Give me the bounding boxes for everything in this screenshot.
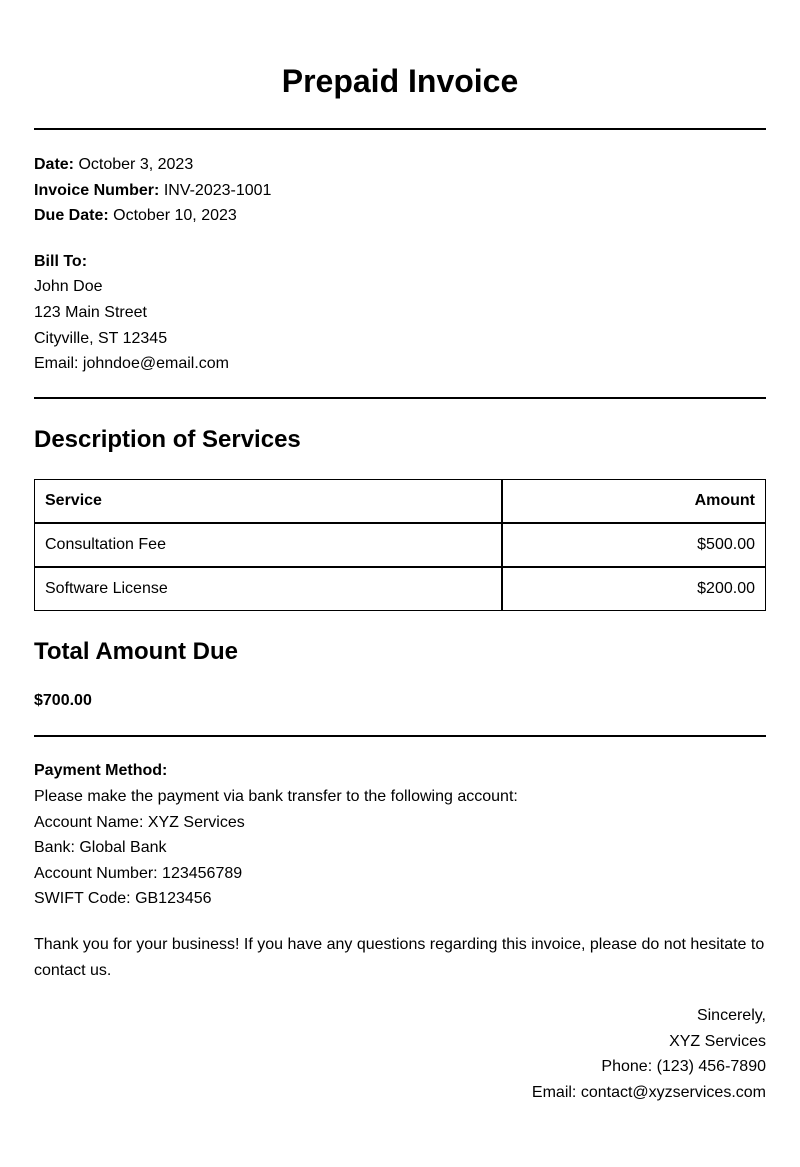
service-cell: Software License <box>35 567 503 611</box>
invoice-meta <box>34 152 766 229</box>
date-value: October 3, 2023 <box>78 156 194 173</box>
divider <box>34 397 766 399</box>
page-title: Prepaid Invoice <box>281 63 519 99</box>
invoice-number-row <box>34 178 766 204</box>
invoice-number-label: Invoice Number: <box>34 181 160 199</box>
services-heading: Description of Services <box>34 425 301 453</box>
payment-instruction: Please make the payment via bank transfer to the following account: <box>34 787 518 805</box>
services-table <box>34 479 766 611</box>
date-row <box>34 152 766 178</box>
payment-block <box>34 758 766 912</box>
swift-code: SWIFT Code: GB123456 <box>34 890 212 908</box>
divider <box>34 735 766 737</box>
bill-to-block <box>34 249 766 377</box>
due-date-label: Due Date: <box>34 207 109 225</box>
table-row <box>35 523 766 567</box>
total-amount: $700.00 <box>34 691 92 709</box>
date-label: Date: <box>34 156 75 173</box>
amount-cell: $200.00 <box>502 567 766 611</box>
due-date-row <box>34 203 766 229</box>
due-date-value: October 10, 2023 <box>113 207 237 225</box>
signoff-company: XYZ Services <box>669 1032 766 1050</box>
bill-to-city: Cityville, ST 12345 <box>34 329 168 347</box>
bill-to-name: John Doe <box>34 278 103 296</box>
signoff-phone: Phone: (123) 456-7890 <box>601 1058 766 1076</box>
account-name: Account Name: XYZ Services <box>34 813 245 831</box>
table-row <box>35 567 766 611</box>
thank-you-note: Thank you for your business! If you have any questions regarding this invoice, please do not hesitate to contact us. <box>34 935 765 979</box>
signoff-block <box>34 1003 766 1105</box>
total-heading: Total Amount Due <box>34 637 238 665</box>
payment-method-label: Payment Method: <box>34 762 168 780</box>
column-header-service: Service <box>35 479 503 523</box>
table-header-row <box>35 479 766 523</box>
bill-to-street: 123 Main Street <box>34 303 147 321</box>
divider <box>34 128 766 130</box>
signoff-closing: Sincerely, <box>696 1007 766 1025</box>
bill-to-label: Bill To: <box>34 252 88 270</box>
bill-to-email: Email: johndoe@email.com <box>34 355 229 373</box>
bank-name: Bank: Global Bank <box>34 839 167 857</box>
signoff-email: Email: contact@xyzservices.com <box>531 1083 766 1101</box>
invoice-number-value: INV-2023-1001 <box>163 181 272 199</box>
column-header-amount: Amount <box>502 479 766 523</box>
amount-cell: $500.00 <box>502 523 766 567</box>
account-number: Account Number: 123456789 <box>34 864 243 882</box>
service-cell: Consultation Fee <box>35 523 503 567</box>
